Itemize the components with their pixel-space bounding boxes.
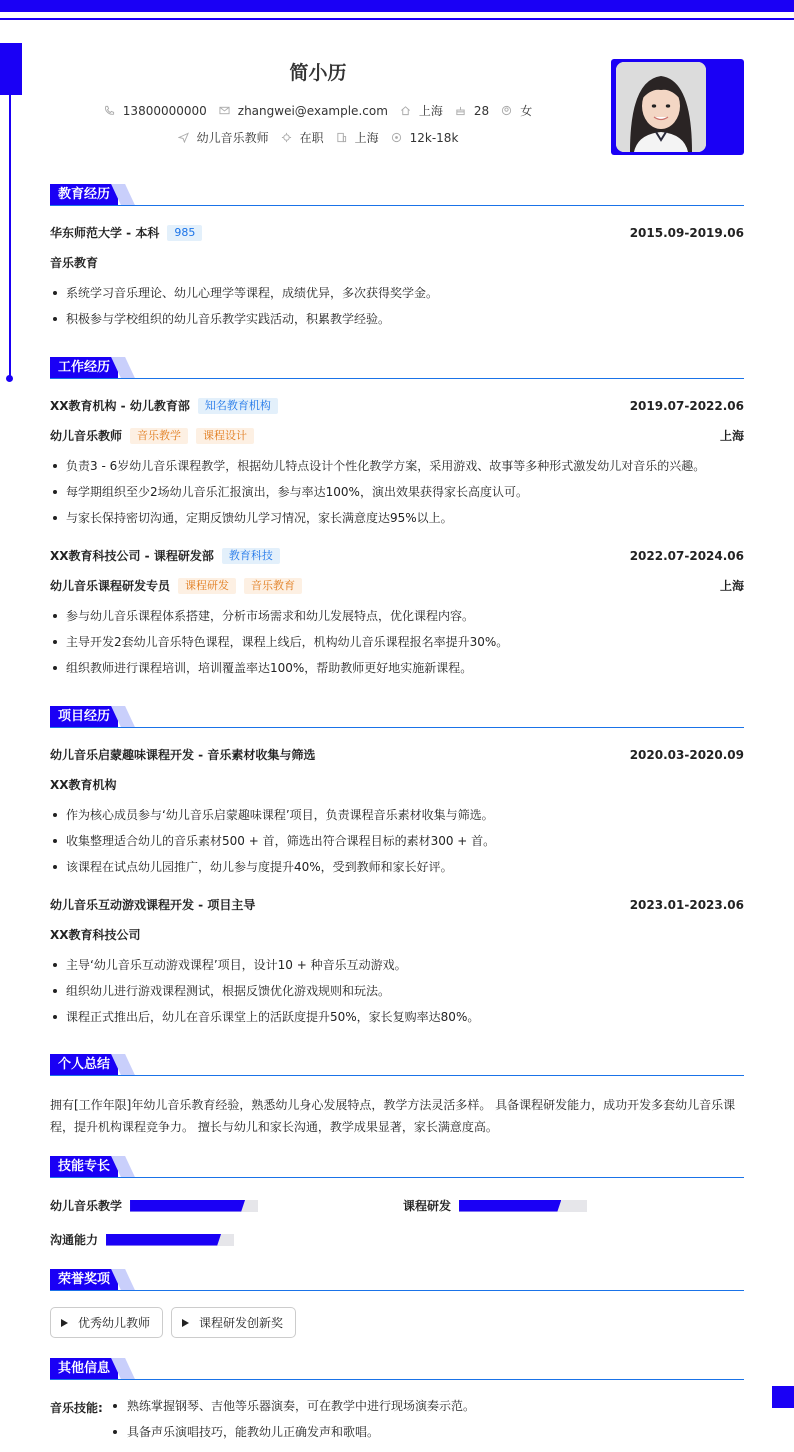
other-label: 音乐技能: <box>50 1401 103 1415</box>
project-name: 幼儿音乐互动游戏课程开发 - 项目主导 <box>50 898 256 912</box>
work-date: 2022.07-2024.06 <box>629 548 744 563</box>
contact-city <box>400 102 443 119</box>
skill-item <box>403 1197 587 1214</box>
work-date: 2019.07-2022.06 <box>629 398 744 413</box>
salary-text: 12k-18k <box>409 130 459 145</box>
project-1-bullets <box>50 806 744 884</box>
section-rule <box>50 378 744 379</box>
project-2-bullets <box>50 956 744 1034</box>
section-rule <box>50 1177 744 1178</box>
list-item: 每学期组织至少2场幼儿音乐汇报演出，参与率达100%，演出效果获得家长高度认可。 <box>50 483 744 509</box>
company-name: XX教育机构 - 幼儿教育部 <box>50 399 190 413</box>
project-org: XX教育机构 <box>50 778 117 792</box>
send-icon <box>178 132 189 143</box>
list-item: 组织幼儿进行游戏课程测试，根据反馈优化游戏规则和玩法。 <box>50 982 744 1008</box>
list-item: 熟练掌握钢琴、吉他等乐器演奏，可在教学中进行现场演奏示范。 <box>111 1397 741 1423</box>
list-item: 主导‘幼儿音乐互动游戏课程’项目，设计10 + 种音乐互动游戏。 <box>50 956 744 982</box>
list-item: 具备声乐演唱技巧，能教幼儿正确发声和歌唱。 <box>111 1423 741 1449</box>
contact-age <box>455 104 489 118</box>
project-2-org-row <box>50 926 744 943</box>
home-icon <box>400 105 411 116</box>
company-tag: 知名教育机构 <box>198 398 278 414</box>
role-tag: 音乐教学 <box>130 428 188 444</box>
section-projects-title <box>50 706 744 728</box>
award-label: 优秀幼儿教师 <box>78 1316 151 1330</box>
top-accent-bar <box>0 0 794 12</box>
education-date: 2015.09-2019.06 <box>629 225 744 240</box>
project-1-org-row <box>50 776 744 793</box>
intent-row <box>0 129 636 146</box>
role-tag: 课程研发 <box>178 578 236 594</box>
status-text: 在职 <box>299 131 324 145</box>
section-rule <box>50 1379 744 1380</box>
skill-bar-fill <box>130 1200 245 1212</box>
section-other-title <box>50 1358 744 1380</box>
work-1-role-row <box>50 427 744 444</box>
project-2-header <box>50 896 744 913</box>
work-2-header <box>50 547 744 564</box>
work-2-bullets <box>50 607 744 685</box>
work-location: 上海 <box>719 429 744 443</box>
gender-icon <box>501 105 512 116</box>
position-text: 幼儿音乐教师 <box>196 131 269 145</box>
resume-name: 简小历 <box>289 62 347 84</box>
left-timeline-dot <box>6 375 13 382</box>
section-title-label: 项目经历 <box>50 706 118 727</box>
role-tag: 课程设计 <box>196 428 254 444</box>
section-rule <box>50 1075 744 1076</box>
contact-email <box>219 104 388 118</box>
section-rule <box>50 205 744 206</box>
skill-bar <box>459 1200 587 1212</box>
list-item: 组织教师进行课程培训，培训覆盖率达100%，帮助教师更好地实施新课程。 <box>50 659 744 685</box>
list-item: 该课程在试点幼儿园推广，幼儿参与度提升40%，受到教师和家长好评。 <box>50 858 744 884</box>
list-item: 参与幼儿音乐课程体系搭建，分析市场需求和幼儿发展特点，优化课程内容。 <box>50 607 744 633</box>
work-1-bullets <box>50 457 744 535</box>
skill-name: 沟通能力 <box>50 1233 99 1247</box>
building-icon <box>336 132 347 143</box>
list-item: 负责3 - 6岁幼儿音乐课程教学，根据幼儿特点设计个性化教学方案，采用游戏、故事等多种形式激发幼儿对音乐的兴趣。 <box>50 457 744 483</box>
play-icon <box>182 1319 189 1327</box>
skill-item <box>50 1197 258 1214</box>
skill-bar-fill <box>459 1200 561 1212</box>
section-title-label: 个人总结 <box>50 1054 118 1075</box>
list-item: 主导开发2套幼儿音乐特色课程，课程上线后，机构幼儿音乐课程报名率提升30%。 <box>50 633 744 659</box>
intent-city-text: 上海 <box>354 131 379 145</box>
school-name: 华东师范大学 - 本科 <box>50 226 160 240</box>
mail-icon <box>219 105 230 116</box>
company-name: XX教育科技公司 - 课程研发部 <box>50 549 214 563</box>
skill-bar <box>130 1200 258 1212</box>
section-title-label: 荣誉奖项 <box>50 1269 118 1290</box>
city-text: 上海 <box>418 104 443 118</box>
skill-name: 幼儿音乐教学 <box>50 1199 123 1213</box>
section-rule <box>50 727 744 728</box>
work-1-header <box>50 397 744 414</box>
section-title-label: 工作经历 <box>50 357 118 378</box>
skill-item <box>50 1231 234 1248</box>
list-item: 与家长保持密切沟通，定期反馈幼儿学习情况，家长满意度达95%以上。 <box>50 509 744 535</box>
play-icon <box>61 1319 68 1327</box>
project-1-header <box>50 746 744 763</box>
list-item: 作为核心成员参与‘幼儿音乐启蒙趣味课程’项目，负责课程音乐素材收集与筛选。 <box>50 806 744 832</box>
list-item: 系统学习音乐理论、幼儿心理学等课程，成绩优异，多次获得奖学金。 <box>50 284 744 310</box>
skill-bar-fill <box>106 1234 221 1246</box>
intent-city <box>336 129 379 146</box>
status-icon <box>281 132 292 143</box>
contact-gender <box>501 102 532 119</box>
project-date: 2020.03-2020.09 <box>629 747 744 762</box>
salary-icon <box>391 132 402 143</box>
role-name: 幼儿音乐课程研发专员 <box>50 579 171 593</box>
project-org: XX教育科技公司 <box>50 928 141 942</box>
education-bullets <box>50 284 744 336</box>
education-major-row <box>50 254 744 271</box>
work-2-role-row <box>50 577 744 594</box>
role-tag: 音乐教育 <box>244 578 302 594</box>
intent-salary <box>391 131 459 145</box>
award-chip <box>171 1307 296 1338</box>
project-date: 2023.01-2023.06 <box>629 897 744 912</box>
cake-icon <box>455 105 466 116</box>
section-education-title <box>50 184 744 206</box>
school-tag: 985 <box>167 225 202 241</box>
award-chip <box>50 1307 163 1338</box>
list-item: 收集整理适合幼儿的音乐素材500 + 首，筛选出符合课程目标的素材300 + 首。 <box>50 832 744 858</box>
list-item: 积极参与学校组织的幼儿音乐教学实践活动，积累教学经验。 <box>50 310 744 336</box>
bottom-right-accent-block <box>772 1386 794 1408</box>
age-text: 28 <box>473 103 490 118</box>
avatar <box>616 62 706 152</box>
gender-text: 女 <box>520 104 533 118</box>
section-skills-title <box>50 1156 744 1178</box>
list-item: 课程正式推出后，幼儿在音乐课堂上的活跃度提升50%，家长复购率达80%。 <box>50 1008 744 1034</box>
section-title-label: 教育经历 <box>50 184 118 205</box>
contact-row <box>0 102 636 119</box>
summary-text: 拥有[工作年限]年幼儿音乐教育经验，熟悉幼儿身心发展特点，教学方法灵活多样。 具备课程研发能力，成功开发多套幼儿音乐课程，提升机构课程竞争力。 擅长与幼儿和家长沟通，教学成果显著，家长满意度高。 <box>50 1098 736 1134</box>
portrait-illustration <box>616 62 706 152</box>
phone-text: 13800000000 <box>122 103 207 118</box>
section-summary-title <box>50 1054 744 1076</box>
skill-name: 课程研发 <box>403 1199 452 1213</box>
skill-bar <box>106 1234 234 1246</box>
award-label: 课程研发创新奖 <box>199 1316 284 1330</box>
company-tag: 教育科技 <box>222 548 280 564</box>
education-header <box>50 224 744 241</box>
section-title-label: 其他信息 <box>50 1358 118 1379</box>
intent-status <box>281 129 324 146</box>
section-rule <box>50 1290 744 1291</box>
section-work-title <box>50 357 744 379</box>
project-name: 幼儿音乐启蒙趣味课程开发 - 音乐素材收集与筛选 <box>50 748 316 762</box>
intent-position <box>178 129 269 146</box>
role-name: 幼儿音乐教师 <box>50 429 123 443</box>
section-awards-title <box>50 1269 744 1291</box>
photo-frame <box>611 59 744 155</box>
email-text: zhangwei@example.com <box>237 103 388 118</box>
major-name: 音乐教育 <box>50 256 99 270</box>
other-bullets <box>111 1397 741 1449</box>
top-accent-line <box>0 18 794 20</box>
section-title-label: 技能专长 <box>50 1156 118 1177</box>
contact-phone <box>104 104 207 118</box>
work-location: 上海 <box>719 579 744 593</box>
phone-icon <box>104 105 115 116</box>
